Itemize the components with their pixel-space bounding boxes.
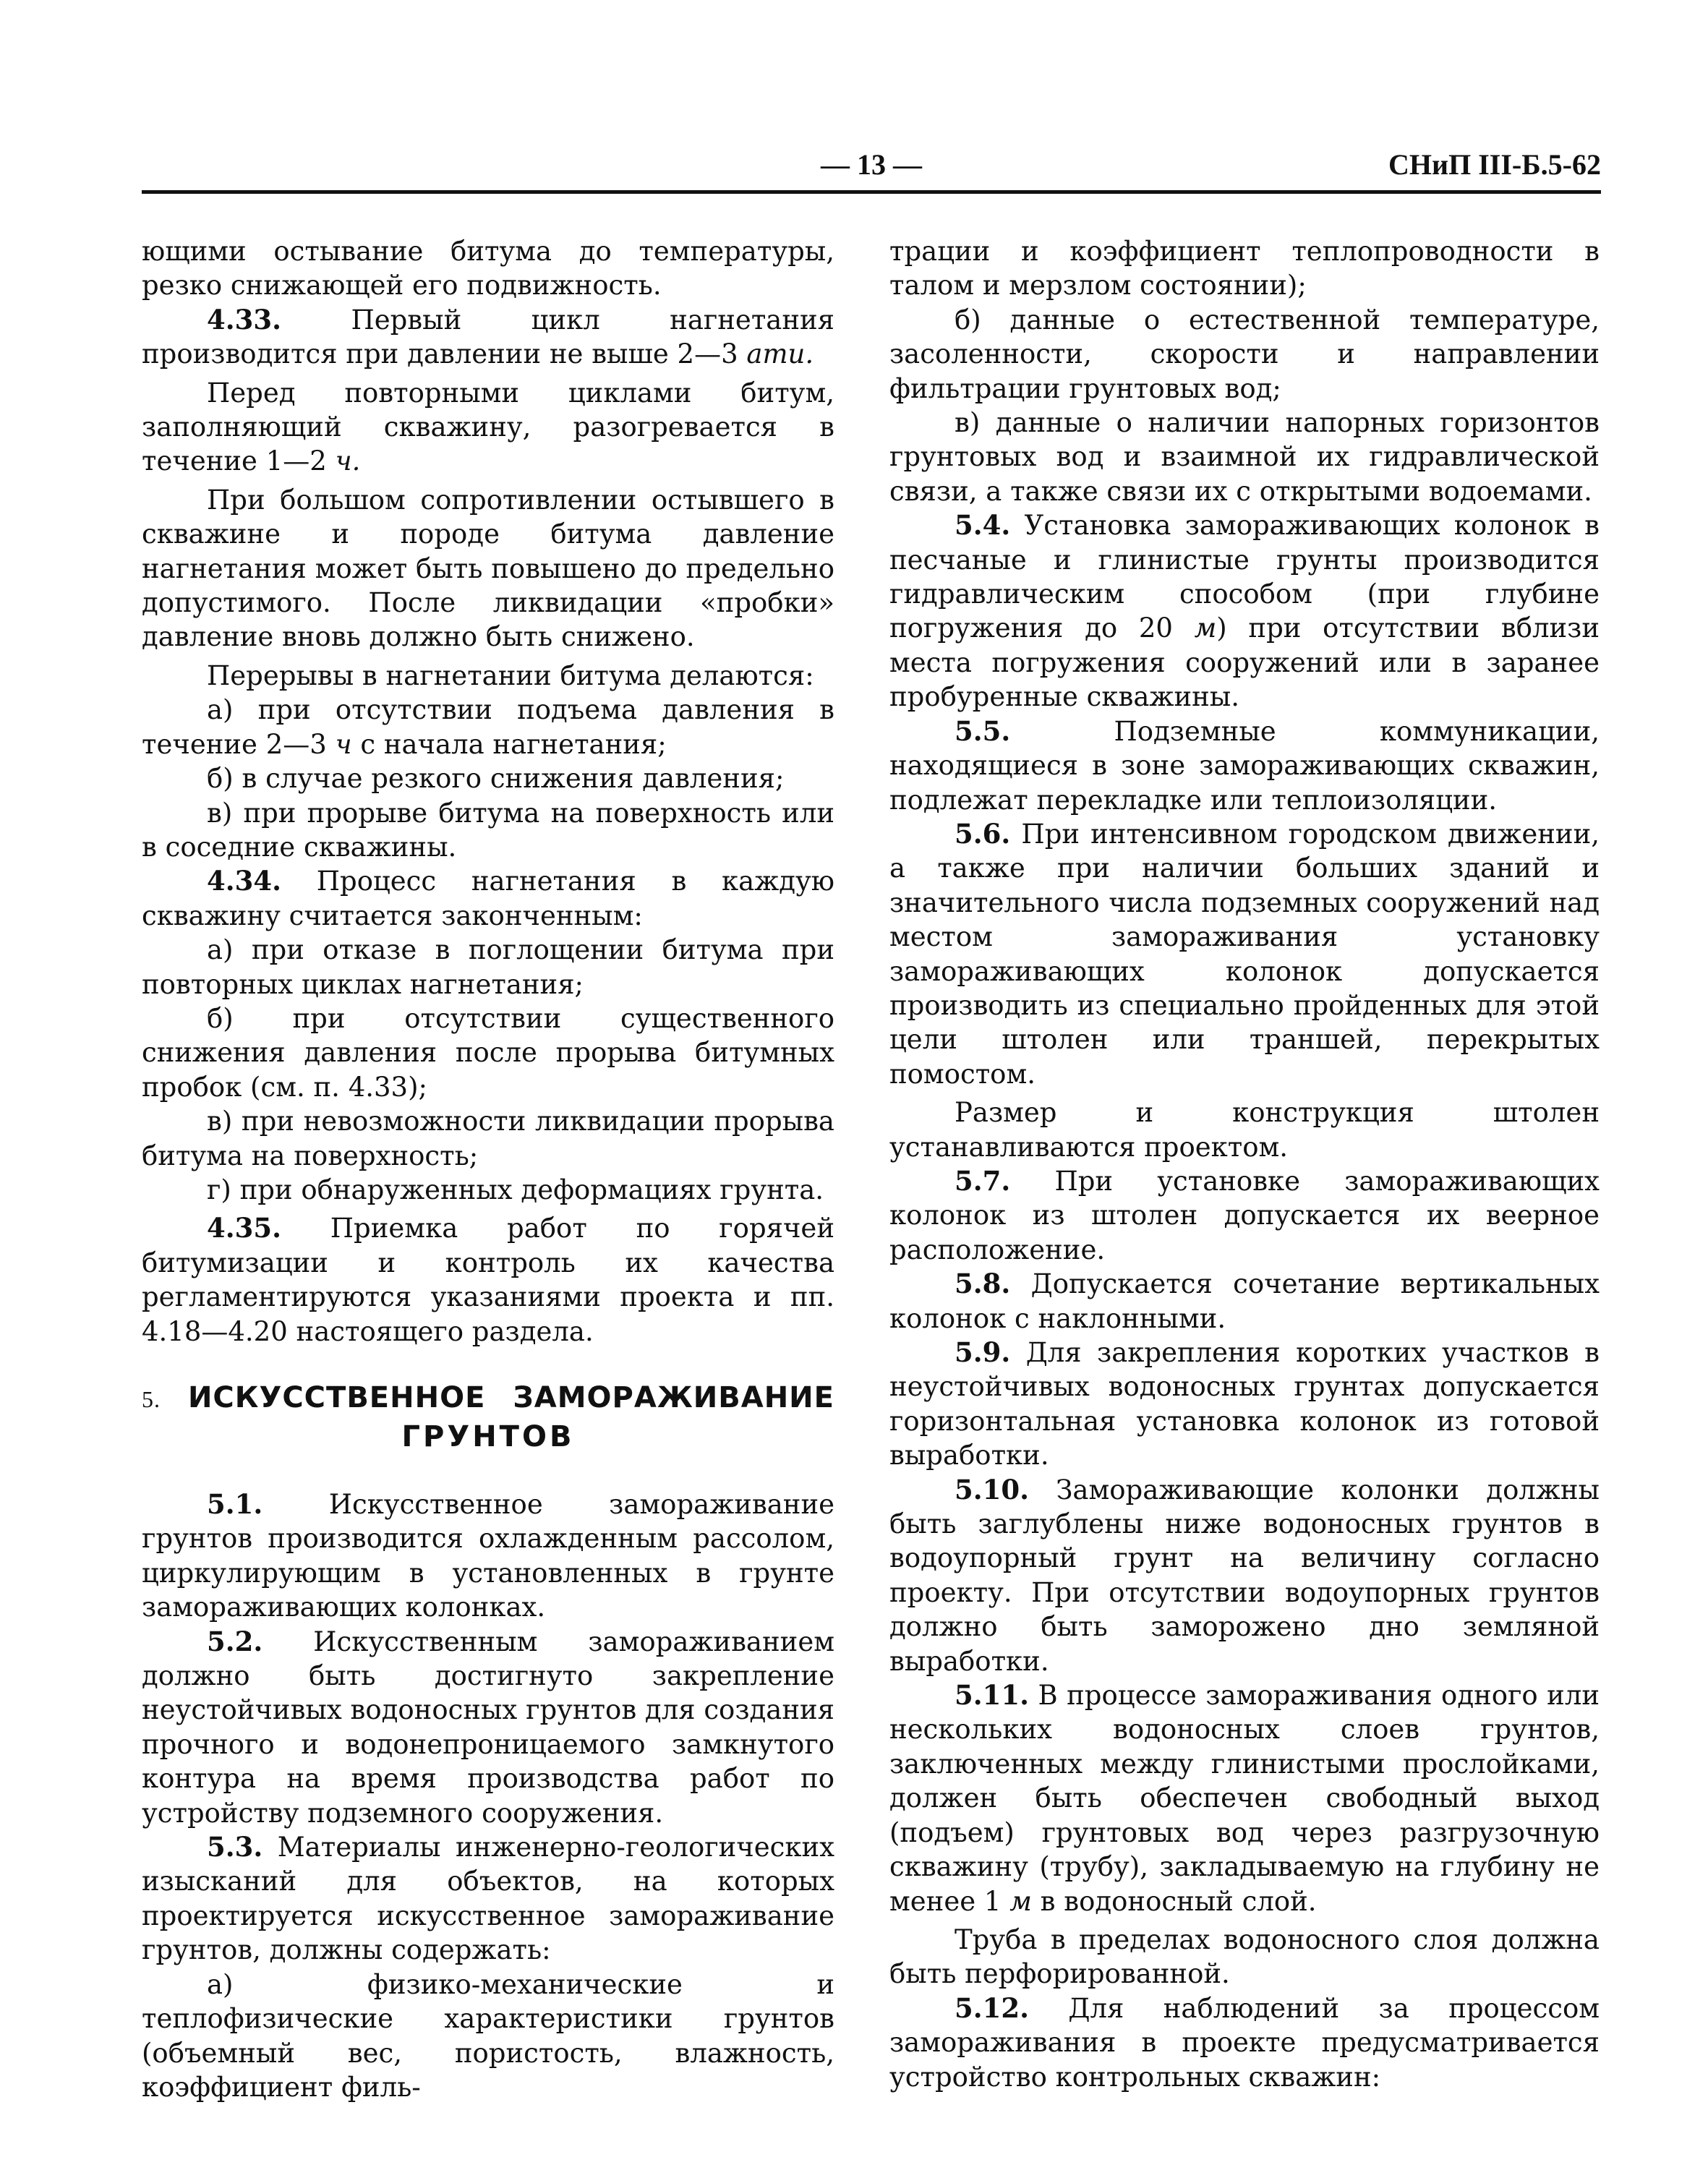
clause-text: Процесс нагнетания в каждую скважину считается законченным: [142,866,834,931]
clause-text: Подземные коммуникации, находящиеся в зоне замораживающих скважин, подлежат перекладке или теплоизоляции. [889,715,1600,816]
clause-text: При установке замораживающих колонок из штолен допускается их веерное расположение. [889,1165,1600,1265]
section-title-text: ИСКУССТВЕННОЕ ЗАМОРАЖИВАНИЕ [187,1381,834,1414]
unit: ати. [746,338,814,370]
clause-number: 5.4. [955,509,1011,542]
section-title-line-2: ГРУНТОВ [401,1420,575,1453]
clause-5-12 [889,1991,1600,2094]
clause-text: Замораживающие колонки должны быть заглублены ниже водоносных грунтов в водоупорный грунт на величину согласно проекту. При отсутствии водоупорных грунтов должно быть заморожено дно земляной выработки. [889,1474,1600,1677]
clause-number: 5.7. [955,1164,1011,1197]
clause-text: При интенсивном городском движении, а также при наличии больших зданий и значительного числа подземных сооружений над местом замораживания установку замораживающих колонок допускается производить из специально пройденных для этой цели штолен или траншей, перекрытых помостом. [889,818,1600,1090]
unit: ч. [335,445,361,477]
clause-5-9 [889,1336,1600,1473]
clause-number: 5.10. [955,1473,1029,1506]
clause-text: Материалы инженерно-геологических изысканий для объектов, на которых проектируется искусственное замораживание грунтов, должны содержать: [142,1832,835,1966]
list-item: а) физико-механические и теплофизические характеристики грунтов (объемный вес, пористость, влажность, коэффициент филь- [142,1968,834,2103]
paragraph: При большом сопротивлении остывшего в скважине и породе битума давление нагнетания может быть повышено до предельно допустимого. После ликвидации «пробки» давление вновь должно быть снижено. [142,484,834,653]
clause-5-7 [889,1164,1600,1267]
clause-number: 5.3. [207,1831,263,1863]
clause-number: 4.35. [207,1212,281,1244]
list-item [142,693,834,761]
list-item: б) при отсутствии существенного снижения давления после прорыва битумных пробок (см. п. 4.33); [142,1002,834,1103]
page-header [142,142,1601,192]
document-code: СНиП III-Б.5-62 [1388,148,1601,181]
list-item: а) при отказе в поглощении битума при повторных циклах нагнетания; [142,934,834,1000]
clause-5-3 [142,1830,834,1968]
clause-number: 4.33. [207,303,281,336]
paragraph [142,376,834,479]
clause-number: 5.5. [955,714,1011,747]
unit: м [1194,612,1217,644]
list-item-text: а) при отсутствии подъема давления в течение 2—3 [142,694,834,760]
list-item: б) в случае резкого снижения давления; [207,763,785,795]
clause-number: 5.6. [955,817,1011,850]
header-rule [142,190,1601,194]
unit: м [1009,1885,1032,1917]
clause-5-1 [142,1487,834,1625]
clause-text: Для наблюдений за процессом замораживания в проекте предусматривается устройство контрольных скважин: [889,1992,1600,2093]
clause-5-5 [889,714,1600,817]
clause-5-6 [889,817,1600,1091]
section-number: 5. [142,1386,161,1412]
clause-text: Для закрепления коротких участков в неустойчивых водоносных грунтах допускается горизонтальная установка колонок из готовой выработки. [889,1337,1600,1472]
clause-text: Искусственным замораживанием должно быть достигнуто закрепление неустойчивых водоносных грунтов для создания прочного и водонепроницаемого замкнутого контура на время производства работ по устройству подземного сооружения. [142,1626,834,1829]
clause-number: 5.2. [207,1625,263,1657]
clause-5-10 [889,1473,1600,1678]
paragraph: Перерывы в нагнетании битума делаются: [207,659,814,691]
clause-4-35 [142,1211,834,1349]
clause-text: Приемка работ по горячей битумизации и контроль их качества регламентируются указаниями проекта и пп. 4.18—4.20 настоящего раздела. [142,1213,834,1347]
clause-number: 5.1. [207,1488,263,1520]
unit: ч [335,728,352,760]
page-number: — 13 — [821,148,922,181]
clause-number: 5.9. [955,1336,1011,1368]
clause-text: Искусственное замораживание грунтов производится охлажденным рассолом, циркулирующим в установленных в грунте замораживающих колонках. [142,1489,834,1623]
clause-text: Допускается сочетание вертикальных колонок с наклонными. [889,1268,1600,1334]
clause-number: 5.8. [955,1268,1011,1300]
list-item: в) при прорыве битума на поверхность или в соседние скважины. [142,797,834,863]
clause-text: в водоносный слой. [1040,1885,1317,1917]
clause-number: 4.34. [207,865,281,897]
left-column [142,234,834,2104]
list-item: б) данные о естественной температуре, засоленности, скорости и направлении фильтрации грунтовых вод; [889,304,1600,404]
paragraph: ющими остывание битума до температуры, резко снижающей его подвижность. [142,236,834,302]
paragraph: трации и коэффициент теплопроводности в талом и мерзлом состоянии); [889,236,1600,302]
clause-4-34 [142,864,834,933]
clause-number: 5.11. [955,1679,1029,1712]
list-item: в) при невозможности ликвидации прорыва битума на поверхность; [142,1106,834,1171]
section-heading [142,1379,834,1456]
clause-5-2 [142,1625,834,1830]
clause-number: 5.12. [955,1991,1029,2024]
clause-text: Установка замораживающих колонок в песчаные и глинистые грунты производится гидравлическим способом (при глубине погружения до 20 [889,510,1600,644]
clause-text: Первый цикл нагнетания производится при давлении не выше 2—3 [142,304,835,370]
paragraph-text: Перед повторными циклами битум, заполняющий скважину, разогревается в течение 1—2 [142,377,834,477]
clause-5-4 [889,508,1600,714]
paragraph: Труба в пределах водоносного слоя должна быть перфорированной. [889,1923,1600,1990]
paragraph: Размер и конструкция штолен устанавливаются проектом. [889,1097,1600,1163]
right-column [889,234,1600,2094]
clause-text: ) при отсутствии вблизи места погружения сооружений или в заранее пробуренные скважины. [889,612,1600,713]
clause-text: В процессе замораживания одного или нескольких водоносных слоев грунтов, заключенных между глинистыми прослойками, должен быть обеспечен свободный выход (подъем) грунтовых вод через разгрузочную скважину (трубу), закладываемую на глубину не менее 1 [889,1680,1600,1917]
clause-5-8 [889,1267,1600,1336]
section-title-line-1 [142,1379,834,1418]
list-item: в) данные о наличии напорных горизонтов грунтовых вод и взаимной их гидравлической связи, а также связи их с открытыми водоемами. [889,407,1600,507]
list-item: г) при обнаруженных деформациях грунта. [207,1174,824,1205]
clause-5-11 [889,1678,1600,1918]
list-item-text: с начала нагнетания; [360,728,667,760]
clause-4-33 [142,303,834,372]
